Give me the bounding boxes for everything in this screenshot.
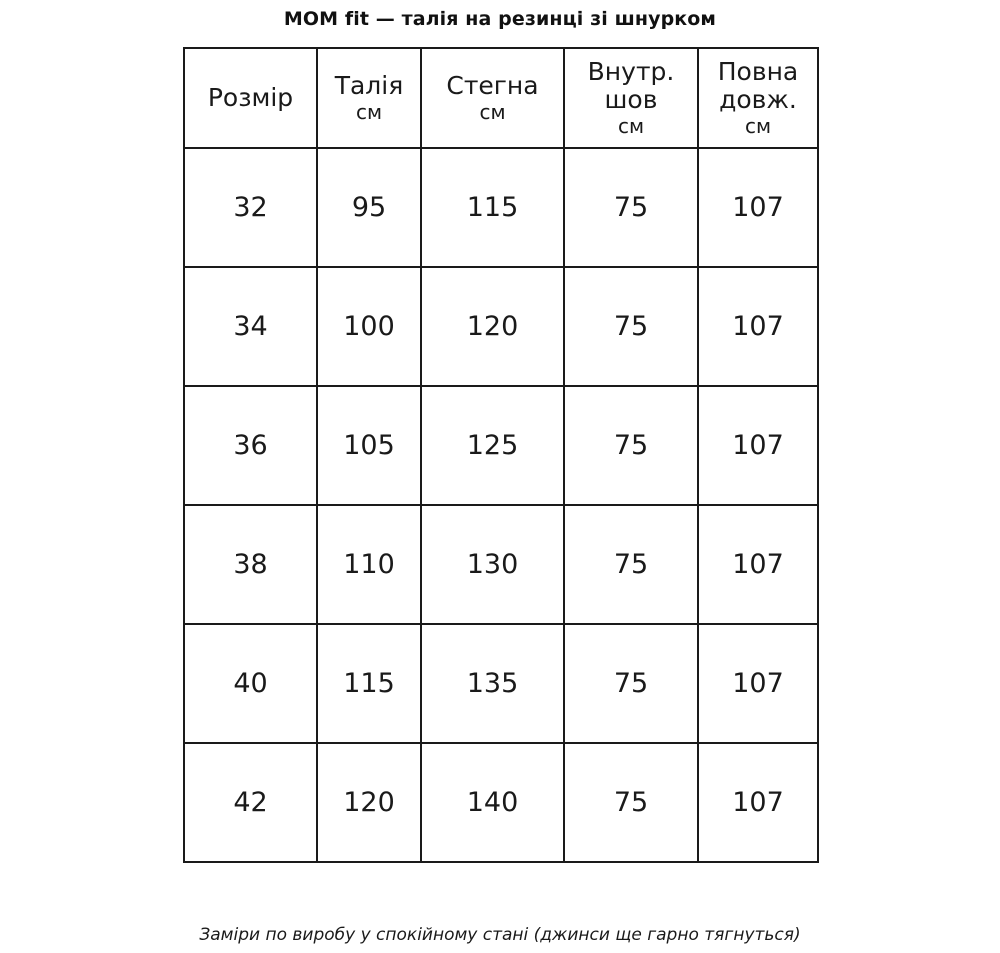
cell-length: 107 — [698, 148, 818, 267]
cell-waist: 120 — [317, 743, 421, 862]
cell-hips: 125 — [421, 386, 564, 505]
column-header-length-label: Повна довж. — [717, 57, 799, 114]
column-header-inseam-unit: см — [617, 114, 645, 138]
cell-length: 107 — [698, 267, 818, 386]
table-row — [184, 386, 818, 505]
cell-size: 32 — [184, 148, 317, 267]
table-row — [184, 743, 818, 862]
footnote-text: Заміри по виробу у спокійному стані (джинси ще гарно тягнуться) — [199, 925, 801, 945]
cell-waist: 110 — [317, 505, 421, 624]
cell-inseam: 75 — [564, 743, 698, 862]
cell-hips: 135 — [421, 624, 564, 743]
cell-waist: 115 — [317, 624, 421, 743]
cell-length: 107 — [698, 624, 818, 743]
cell-size: 36 — [184, 386, 317, 505]
cell-hips: 130 — [421, 505, 564, 624]
table-row — [184, 505, 818, 624]
size-table-container — [183, 47, 817, 863]
cell-inseam: 75 — [564, 624, 698, 743]
column-header-length-unit: см — [744, 114, 772, 138]
cell-size: 34 — [184, 267, 317, 386]
table-row — [184, 148, 818, 267]
column-header-size-label: Розмір — [207, 83, 294, 112]
cell-waist: 95 — [317, 148, 421, 267]
cell-waist: 105 — [317, 386, 421, 505]
cell-size: 38 — [184, 505, 317, 624]
column-header-length — [698, 48, 818, 148]
table-header — [184, 48, 818, 148]
cell-inseam: 75 — [564, 267, 698, 386]
cell-length: 107 — [698, 505, 818, 624]
cell-inseam: 75 — [564, 148, 698, 267]
cell-size: 42 — [184, 743, 317, 862]
cell-length: 107 — [698, 743, 818, 862]
table-body — [184, 148, 818, 862]
column-header-inseam-label: Внутр. шов — [587, 57, 675, 114]
column-header-waist — [317, 48, 421, 148]
table-header-row — [184, 48, 818, 148]
column-header-hips — [421, 48, 564, 148]
table-row — [184, 624, 818, 743]
cell-hips: 140 — [421, 743, 564, 862]
size-table — [183, 47, 819, 863]
column-header-hips-label: Стегна — [446, 71, 539, 100]
cell-size: 40 — [184, 624, 317, 743]
cell-hips: 120 — [421, 267, 564, 386]
cell-hips: 115 — [421, 148, 564, 267]
column-header-hips-unit: см — [479, 100, 506, 124]
table-row — [184, 267, 818, 386]
column-header-size — [184, 48, 317, 148]
column-header-inseam — [564, 48, 698, 148]
page-title: MOM fit — талія на резинці зі шнурком — [283, 8, 717, 30]
column-header-waist-label: Талія — [334, 71, 404, 100]
cell-waist: 100 — [317, 267, 421, 386]
column-header-waist-unit: см — [355, 100, 383, 124]
cell-inseam: 75 — [564, 505, 698, 624]
cell-length: 107 — [698, 386, 818, 505]
cell-inseam: 75 — [564, 386, 698, 505]
